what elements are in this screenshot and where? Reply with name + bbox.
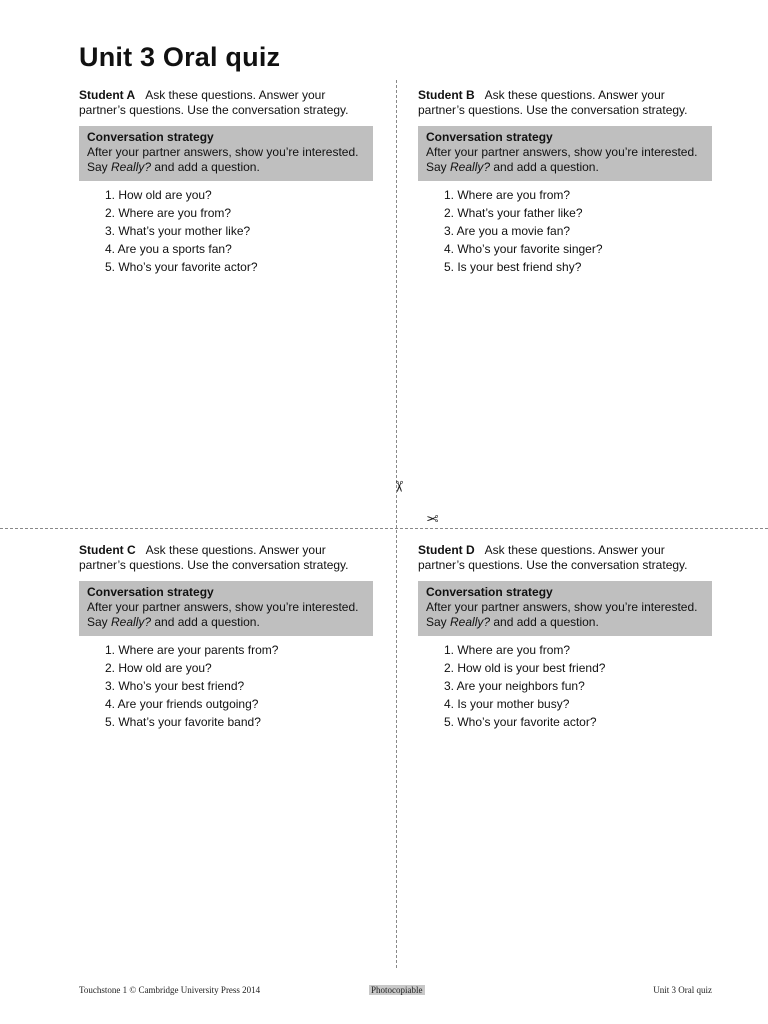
strategy-line-1: After your partner answers, show you’re interested. [87, 600, 359, 614]
question-item: 4. Is your mother busy? [444, 697, 570, 711]
strategy-heading: Conversation strategy [87, 130, 214, 144]
question-list [418, 641, 712, 731]
question-item: 2. Where are you from? [105, 206, 232, 220]
question-item: 1. Where are you from? [444, 643, 571, 657]
question-item: 5. Who’s your favorite actor? [105, 260, 258, 274]
conversation-strategy-box [79, 581, 373, 636]
student-d-section [418, 543, 712, 731]
question-item: 3. Who’s your best friend? [105, 679, 245, 693]
footer-photocopiable: Photocopiable [371, 985, 423, 995]
question-item: 2. How old are you? [105, 661, 212, 675]
question-item: 3. What’s your mother like? [105, 224, 251, 238]
question-list [79, 641, 373, 731]
student-label: Student C [79, 543, 136, 557]
student-label: Student A [79, 88, 136, 102]
instructions-text: Ask these questions. Answer your partner’s questions. Use the conversation strategy. [79, 543, 349, 572]
instructions-text: Ask these questions. Answer your partner’s questions. Use the conversation strategy. [79, 88, 349, 117]
student-c-section [79, 543, 373, 731]
student-b-section [418, 88, 712, 276]
question-item: 2. What’s your father like? [444, 206, 583, 220]
instructions-text: Ask these questions. Answer your partner’s questions. Use the conversation strategy. [418, 88, 688, 117]
question-item: 1. Where are your parents from? [105, 643, 279, 657]
conversation-strategy-box [418, 581, 712, 636]
question-item: 4. Who’s your favorite singer? [444, 242, 603, 256]
strategy-line-2: Say Really? and add a question. [426, 160, 599, 174]
strategy-line-1: After your partner answers, show you’re interested. [87, 145, 359, 159]
strategy-heading: Conversation strategy [426, 130, 553, 144]
student-a-section [79, 88, 373, 276]
instructions-text: Ask these questions. Answer your partner’s questions. Use the conversation strategy. [418, 543, 688, 572]
page-title: Unit 3 Oral quiz [79, 42, 281, 72]
question-item: 5. What’s your favorite band? [105, 715, 261, 729]
student-intro [418, 543, 712, 573]
vertical-cut-line [396, 80, 397, 968]
question-item: 2. How old is your best friend? [444, 661, 606, 675]
student-intro [79, 543, 373, 573]
strategy-line-1: After your partner answers, show you’re interested. [426, 600, 698, 614]
student-label: Student D [418, 543, 475, 557]
conversation-strategy-box [79, 126, 373, 181]
question-list [79, 186, 373, 276]
question-item: 4. Are your friends outgoing? [105, 697, 259, 711]
scissors-icon: ✂ [389, 480, 408, 493]
question-item: 1. How old are you? [105, 188, 212, 202]
student-label: Student B [418, 88, 475, 102]
strategy-line-2: Say Really? and add a question. [87, 160, 260, 174]
student-intro [79, 88, 373, 118]
question-item: 3. Are you a movie fan? [444, 224, 571, 238]
conversation-strategy-box [418, 126, 712, 181]
strategy-heading: Conversation strategy [87, 585, 214, 599]
question-list [418, 186, 712, 276]
question-item: 5. Who’s your favorite actor? [444, 715, 597, 729]
strategy-line-2: Say Really? and add a question. [87, 615, 260, 629]
strategy-line-2: Say Really? and add a question. [426, 615, 599, 629]
question-item: 5. Is your best friend shy? [444, 260, 582, 274]
footer-copyright: Touchstone 1 © Cambridge University Press 2014 [79, 985, 261, 995]
question-item: 3. Are your neighbors fun? [444, 679, 585, 693]
question-item: 4. Are you a sports fan? [105, 242, 232, 256]
strategy-heading: Conversation strategy [426, 585, 553, 599]
scissors-icon: ✂ [426, 510, 439, 528]
question-item: 1. Where are you from? [444, 188, 571, 202]
strategy-line-1: After your partner answers, show you’re interested. [426, 145, 698, 159]
student-intro [418, 88, 712, 118]
footer-unit-label: Unit 3 Oral quiz [653, 985, 712, 995]
horizontal-cut-line [0, 528, 768, 529]
